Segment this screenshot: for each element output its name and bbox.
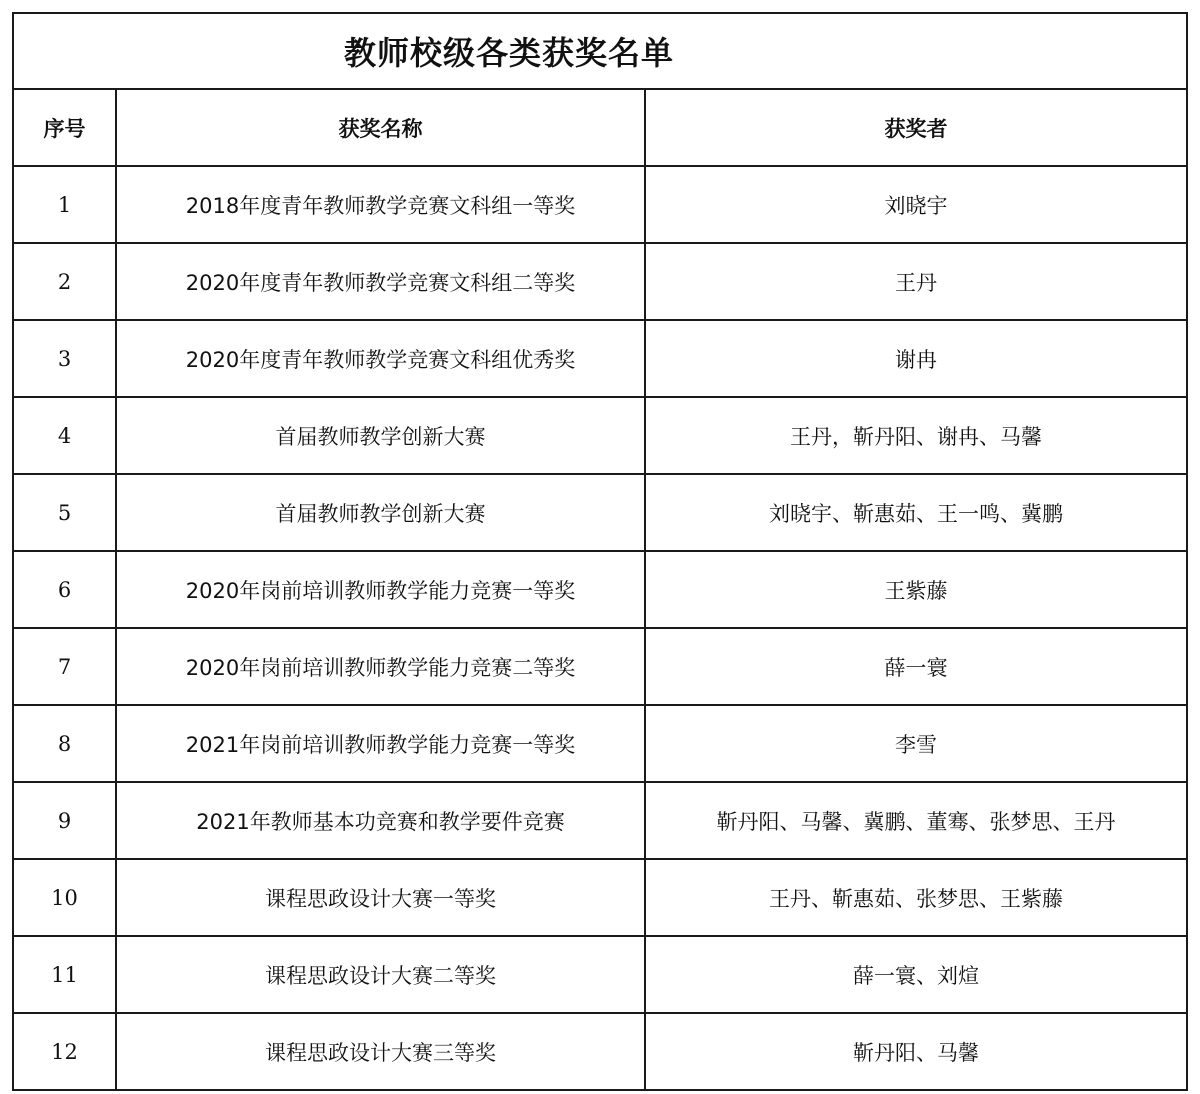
row-winners: 王紫藤 [645,551,1187,628]
row-award-name: 2021年教师基本功竞赛和教学要件竞赛 [116,782,645,859]
table-row [13,243,1187,320]
row-award-name: 2020年岗前培训教师教学能力竞赛一等奖 [116,551,645,628]
table-row [13,320,1187,397]
row-winners: 王丹、靳惠茹、张梦思、王紫藤 [645,859,1187,936]
table-row [13,474,1187,551]
header-award: 获奖名称 [116,89,645,166]
row-index: 11 [13,936,116,1013]
table-row [13,397,1187,474]
row-index: 8 [13,705,116,782]
row-winners: 王丹，靳丹阳、谢冉、马馨 [645,397,1187,474]
row-winners: 薛一寰、刘煊 [645,936,1187,1013]
table-row [13,859,1187,936]
table-row [13,551,1187,628]
row-index: 6 [13,551,116,628]
row-award-name: 2020年度青年教师教学竞赛文科组优秀奖 [116,320,645,397]
header-row [13,89,1187,166]
award-list-table [12,12,1188,1091]
table-row [13,628,1187,705]
row-index: 10 [13,859,116,936]
row-award-name: 课程思政设计大赛一等奖 [116,859,645,936]
row-award-name: 课程思政设计大赛二等奖 [116,936,645,1013]
header-winners: 获奖者 [645,89,1187,166]
row-award-name: 2020年度青年教师教学竞赛文科组二等奖 [116,243,645,320]
header-index: 序号 [13,89,116,166]
table-body [13,13,1187,1090]
row-winners: 靳丹阳、马馨 [645,1013,1187,1090]
title-row [13,13,1187,89]
table-title: 教师校级各类获奖名单 [13,13,1187,89]
table-row [13,936,1187,1013]
row-index: 7 [13,628,116,705]
row-winners: 谢冉 [645,320,1187,397]
row-winners: 靳丹阳、马馨、冀鹏、董骞、张梦思、王丹 [645,782,1187,859]
row-winners: 刘晓宇、靳惠茹、王一鸣、冀鹏 [645,474,1187,551]
table-row [13,1013,1187,1090]
row-index: 9 [13,782,116,859]
table-row [13,705,1187,782]
row-award-name: 2020年岗前培训教师教学能力竞赛二等奖 [116,628,645,705]
row-award-name: 首届教师教学创新大赛 [116,474,645,551]
row-winners: 薛一寰 [645,628,1187,705]
row-index: 12 [13,1013,116,1090]
row-award-name: 2018年度青年教师教学竞赛文科组一等奖 [116,166,645,243]
row-winners: 刘晓宇 [645,166,1187,243]
row-award-name: 课程思政设计大赛三等奖 [116,1013,645,1090]
table-row [13,166,1187,243]
row-award-name: 2021年岗前培训教师教学能力竞赛一等奖 [116,705,645,782]
table-row [13,782,1187,859]
row-index: 4 [13,397,116,474]
row-index: 2 [13,243,116,320]
row-index: 5 [13,474,116,551]
row-winners: 王丹 [645,243,1187,320]
row-index: 3 [13,320,116,397]
row-winners: 李雪 [645,705,1187,782]
row-award-name: 首届教师教学创新大赛 [116,397,645,474]
row-index: 1 [13,166,116,243]
